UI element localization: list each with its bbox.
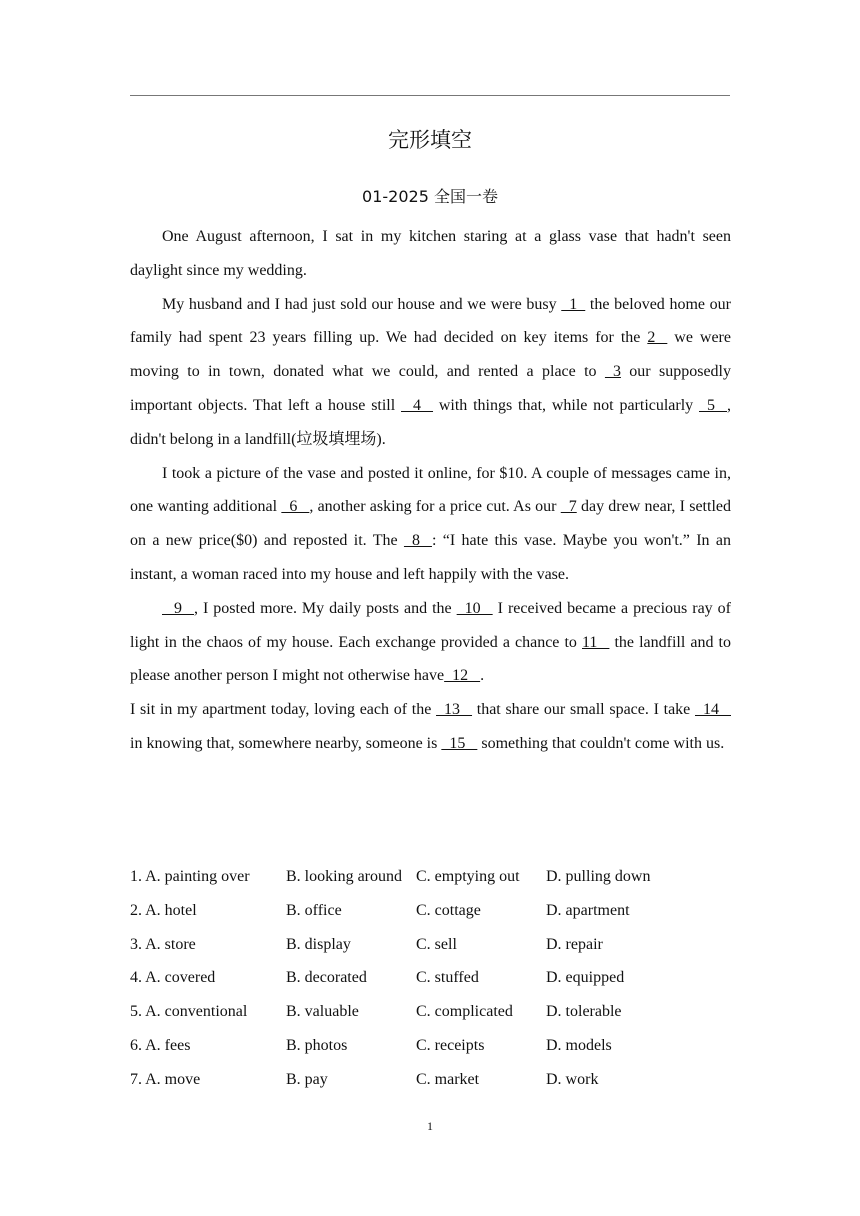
blank-1: 1 — [561, 295, 586, 313]
option-c: C. cottage — [416, 901, 481, 919]
option-row-4 — [130, 961, 730, 995]
blank-3: 3 — [604, 363, 621, 381]
page-number: 1 — [427, 1119, 433, 1133]
option-b: B. valuable — [286, 1003, 359, 1021]
blank-6: 6 — [281, 498, 310, 516]
option-c: C. receipts — [416, 1036, 485, 1054]
passage-text: the beloved home our family had spent 23 years filling up. We had decided on key items for the — [130, 295, 731, 347]
page-title: 完形填空 — [388, 128, 472, 152]
option-c: C. complicated — [416, 1003, 513, 1021]
option-c: C. sell — [416, 935, 457, 953]
option-d: D. repair — [546, 935, 603, 953]
option-a: 2. A. hotel — [130, 901, 197, 919]
blank-2: 2 — [647, 329, 668, 347]
passage — [130, 220, 731, 761]
blank-4: 4 — [401, 396, 434, 414]
option-b: B. display — [286, 935, 351, 953]
blank-13: 13 — [436, 701, 473, 719]
option-b: B. office — [286, 901, 342, 919]
option-d: D. tolerable — [546, 1003, 622, 1021]
blank-5: 5 — [699, 396, 727, 414]
blank-7: 7 — [560, 498, 577, 516]
option-c: C. stuffed — [416, 969, 479, 987]
option-b: B. photos — [286, 1036, 348, 1054]
option-b: B. pay — [286, 1070, 328, 1088]
paragraph-5 — [130, 693, 731, 761]
passage-text: with things that, while not particularly — [433, 396, 699, 414]
passage-text: day drew near, I settled on a new price($0) and reposted it. The — [130, 498, 731, 550]
passage-text: I took a picture of the vase and posted it online, for $10. A couple of messages came in, one wanting additional — [130, 464, 731, 516]
option-row-3 — [130, 928, 730, 962]
passage-text: our supposedly important objects. That left a house still — [130, 363, 732, 414]
option-a: 5. A. conventional — [130, 1003, 248, 1021]
option-row-5 — [130, 995, 730, 1029]
header-rule — [130, 95, 730, 96]
blank-15: 15 — [441, 734, 478, 752]
passage-text: in knowing that, somewhere nearby, someone is — [130, 734, 442, 752]
option-c: C. emptying out — [416, 868, 520, 885]
passage-text: My husband and I had just sold our house and we were busy — [162, 295, 562, 313]
option-row-2 — [130, 894, 730, 928]
option-a: 1. A. painting over — [130, 868, 250, 885]
option-d: D. apartment — [546, 901, 630, 919]
answer-options — [130, 860, 730, 1097]
passage-text: something that couldn't come with us. — [477, 734, 725, 752]
passage-text: , another asking for a price cut. As our — [309, 498, 561, 516]
passage-text: the landfill and to please another person I might not otherwise have — [130, 633, 731, 685]
passage-text: , I posted more. My daily posts and the — [194, 599, 457, 617]
option-c: C. market — [416, 1070, 480, 1088]
paragraph-1: One August afternoon, I sat in my kitchen staring at a glass vase that hadn't seen daylight since my wedding. — [130, 228, 731, 279]
option-a: 6. A. fees — [130, 1036, 191, 1054]
passage-text: I received became a precious ray of light in the chaos of my house. Each exchange provided a chance to — [130, 599, 732, 651]
blank-10: 10 — [456, 599, 493, 617]
blank-12: 12 — [444, 667, 481, 685]
option-row-1 — [130, 860, 730, 894]
option-a: 4. A. covered — [130, 969, 216, 987]
option-a: 7. A. move — [130, 1070, 201, 1088]
option-d: D. equipped — [546, 969, 625, 987]
paragraph-3 — [130, 457, 731, 592]
option-a: 3. A. store — [130, 935, 196, 953]
option-d: D. models — [546, 1036, 612, 1054]
passage-text: : “I hate this vase. Maybe you won't.” In an instant, a woman raced into my house and left happily with the vase. — [130, 532, 731, 583]
option-d: D. pulling down — [546, 868, 651, 885]
page-subtitle: 01-2025 全国一卷 — [362, 187, 498, 206]
blank-14: 14 — [695, 701, 731, 719]
passage-text: . — [480, 667, 485, 685]
blank-8: 8 — [403, 532, 432, 550]
option-row-6 — [130, 1029, 730, 1063]
option-d: D. work — [546, 1070, 599, 1088]
passage-text: we were moving to in town, donated what we could, and rented a place to — [130, 329, 731, 381]
option-b: B. decorated — [286, 969, 367, 987]
blank-9: 9 — [162, 599, 194, 617]
passage-text: I sit in my apartment today, loving each of the — [130, 701, 437, 719]
passage-text: that share our small space. I take — [472, 701, 695, 719]
blank-11: 11 — [582, 633, 610, 651]
option-row-7 — [130, 1063, 730, 1097]
paragraph-2 — [130, 288, 731, 457]
passage-text: , didn't belong in a landfill(垃圾填埋场). — [130, 396, 731, 448]
option-b: B. looking around — [286, 868, 402, 885]
paragraph-4 — [130, 592, 731, 693]
